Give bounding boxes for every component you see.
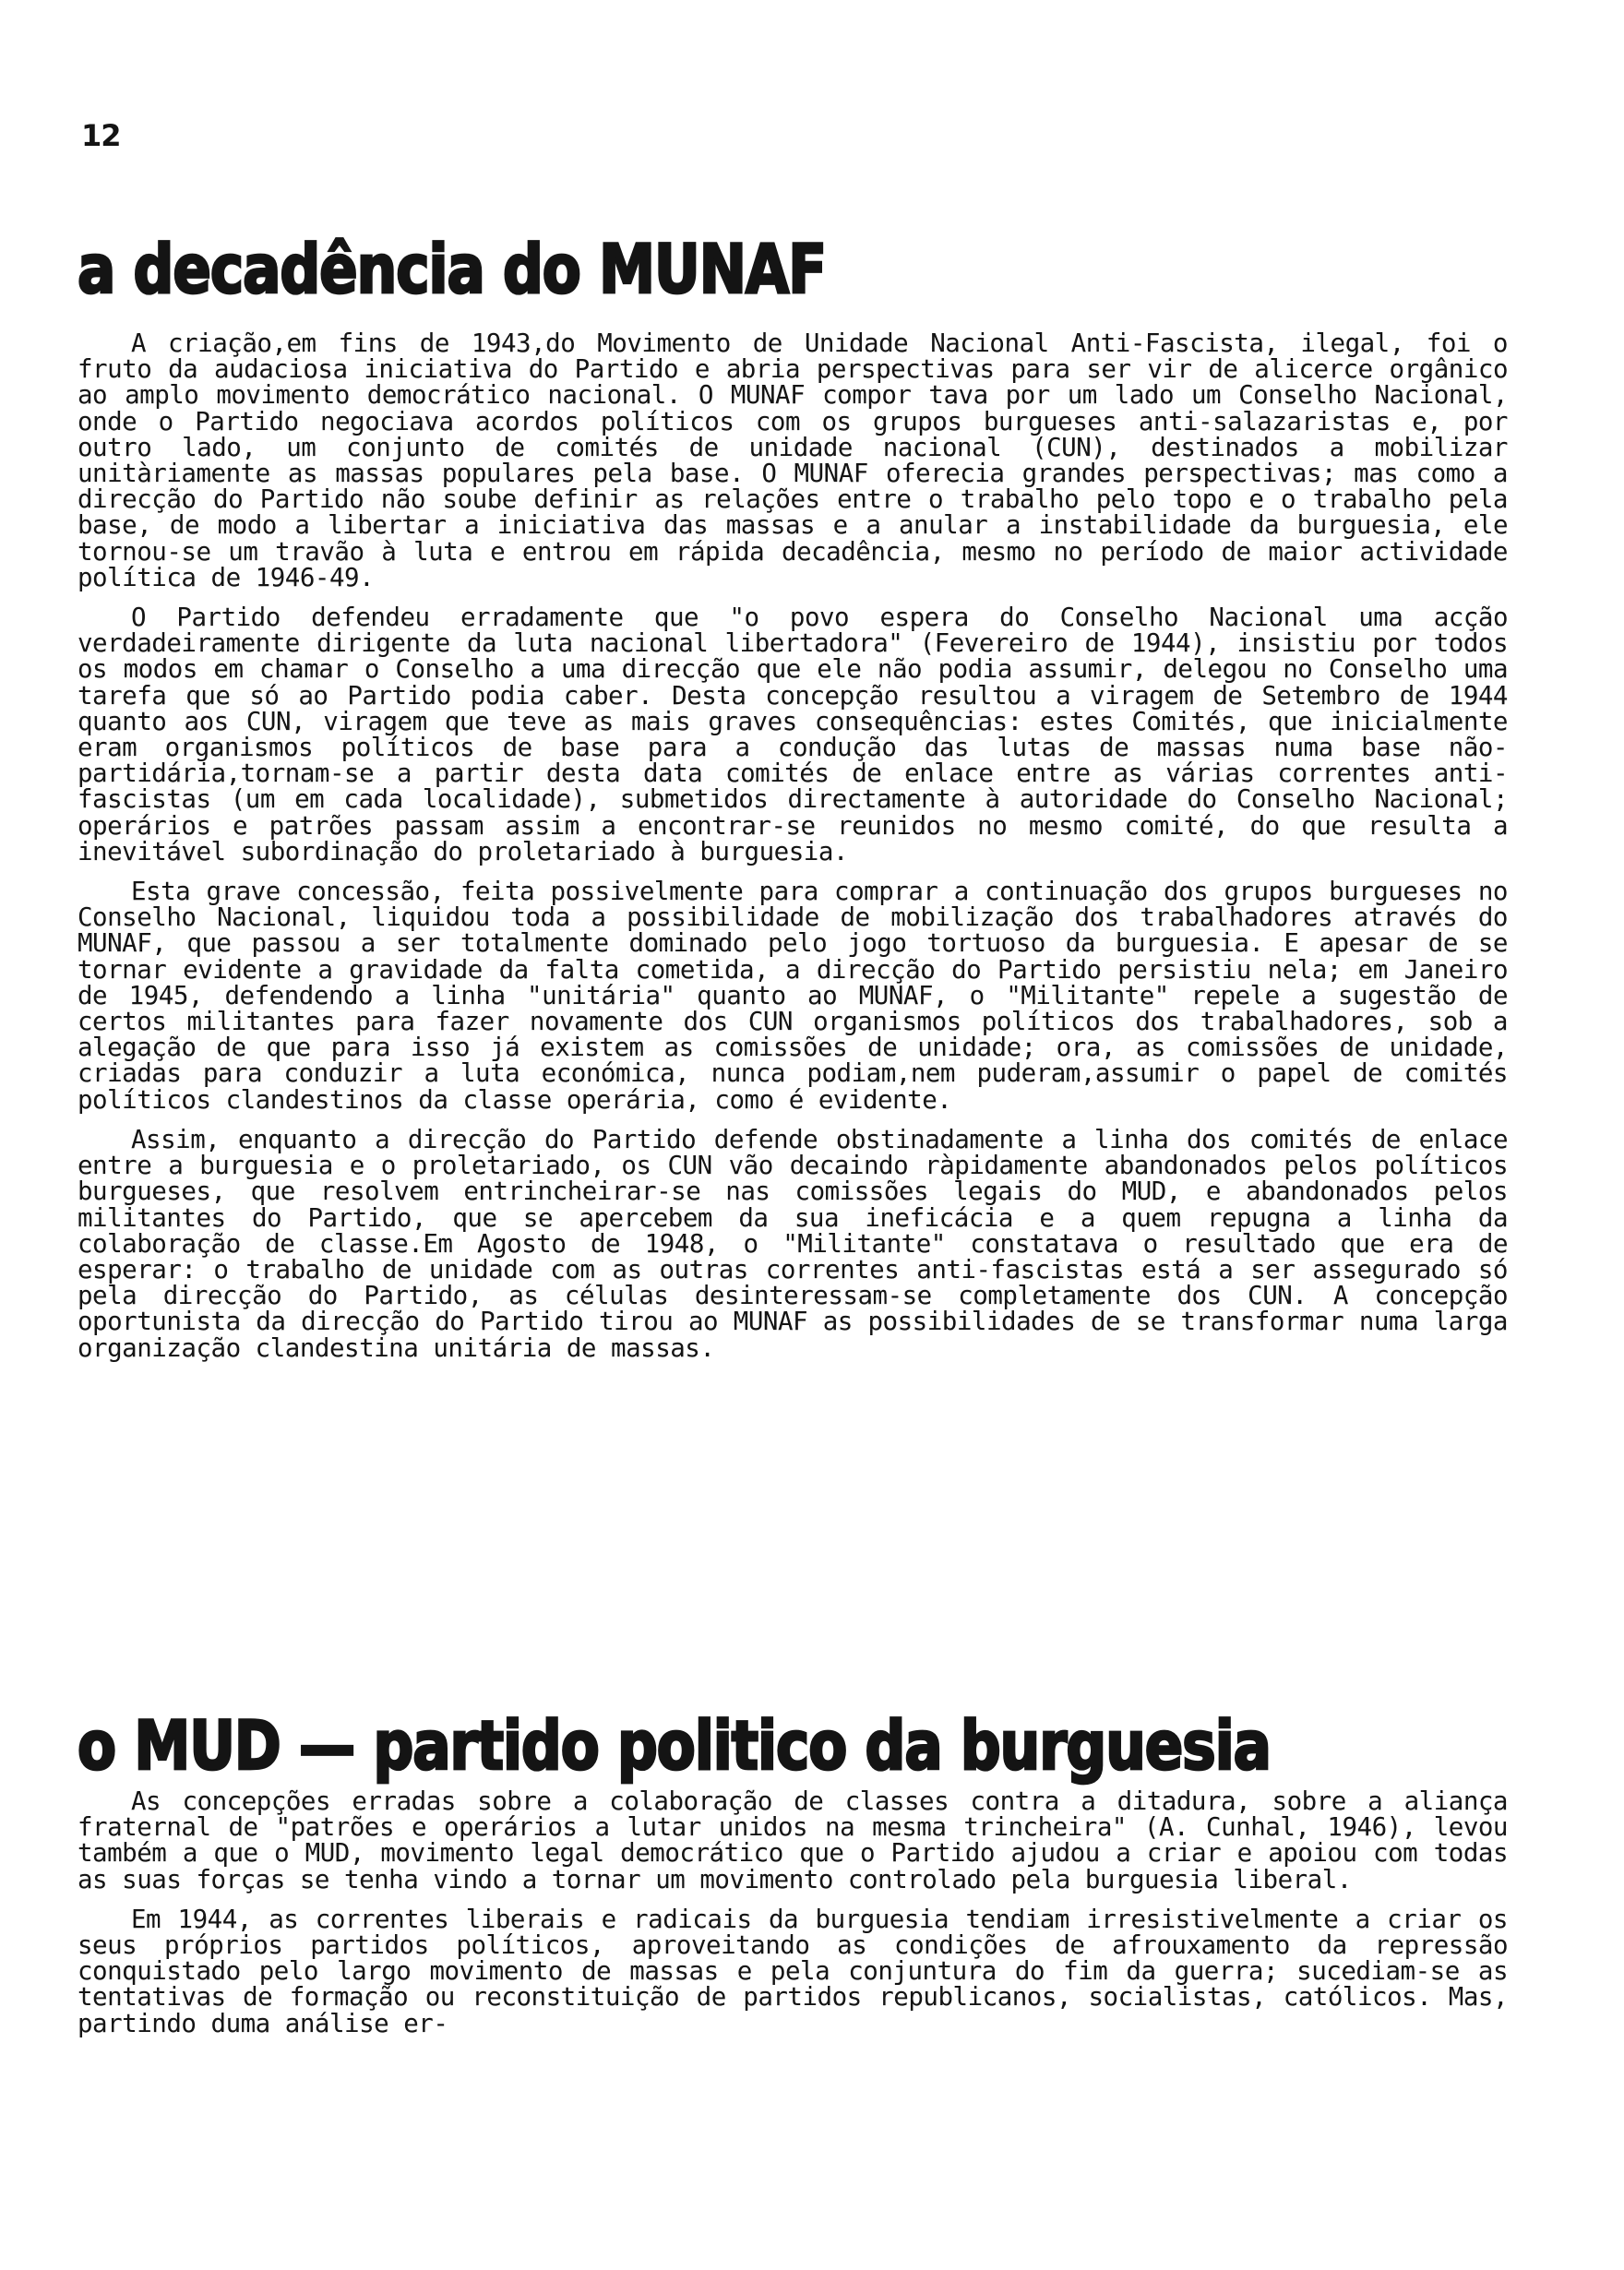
section-heading-mud: o MUD — partido politico da burguesia (78, 1707, 1271, 1786)
section-heading-munaf: a decadência do MUNAF (78, 231, 827, 310)
page-number: 12 (81, 118, 121, 153)
paragraph: Esta grave concessão, feita possivelmente para comprar a continuação dos grupos burgueses no Conselho Nacional, liquidou toda a possibilidade de mobilização dos trabalhadores através do MUNAF, que passou a ser totalmente dominado pelo jogo tortuoso da burguesia. E apesar de se tornar evidente a gravidade da falta cometida, a direcção do Partido persistiu nela; em Janeiro de 1945, defendendo a linha "unitária" quanto ao MUNAF, o "Militante" repele a sugestão de certos militantes para fazer novamente dos CUN organismos políticos dos trabalhadores, sob a alegação de que para isso já existem as comissões de unidade; ora, as comissões de unidade, criadas para conduzir a luta económica, nunca podiam,nem puderam,assumir o papel de comités políticos clandestinos da classe operária, como é evidente. (78, 877, 1508, 1115)
section-body-munaf (78, 330, 1508, 1361)
paragraph: As concepções erradas sobre a colaboração de classes contra a ditadura, sobre a aliança fraternal de "patrões e operários a lutar unidos na mesma trincheira" (A. Cunhal, 1946), levou também a que o MUD, movimento legal democrático que o Partido ajudou a criar e apoiou com todas as suas forças se tenha vindo a tornar um movimento controlado pela burguesia liberal. (78, 1786, 1508, 1894)
paragraph: A criação,em fins de 1943,do Movimento de Unidade Nacional Anti-Fascista, ilegal, foi o fruto da audaciosa iniciativa do Partido e abria perspectivas para ser vir de alicerce orgânico ao amplo movimento democrático nacional. O MUNAF compor tava por um lado um Conselho Nacional, onde o Partido negociava acordos políticos com os grupos burgueses anti-salazaristas e, por outro lado, um conjunto de comités de unidade nacional (CUN), destinados a mobilizar unitàriamente as massas populares pela base. O MUNAF oferecia grandes perspectivas; mas como a direcção do Partido não soube definir as relações entre o trabalho pelo topo e o trabalho pela base, de modo a libertar a iniciativa das massas e a anular a instabilidade da burguesia, ele tornou-se um travão à luta e entrou em rápida decadência, mesmo no período de maior actividade política de 1946-49. (78, 329, 1508, 592)
section-body-mud (78, 1788, 1508, 2037)
paragraph: O Partido defendeu erradamente que "o povo espera do Conselho Nacional uma acção verdadeiramente dirigente da luta nacional libertadora" (Fevereiro de 1944), insistiu por todos os modos em chamar o Conselho a uma direcção que ele não podia assumir, delegou no Conselho uma tarefa que só ao Partido podia caber. Desta concepção resultou a viragem de Setembro de 1944 quanto aos CUN, viragem que teve as mais graves consequências: estes Comités, que inicialmente eram organismos políticos de base para a condução das lutas de massas numa base não-partidária,tornam-se a partir desta data comités de enlace entre as várias correntes anti-fascistas (um em cada localidade), submetidos directamente à autoridade do Conselho Nacional; operários e patrões passam assim a encontrar-se reunidos no mesmo comité, do que resulta a inevitável subordinação do proletariado à burguesia. (78, 603, 1508, 866)
paragraph: Assim, enquanto a direcção do Partido defende obstinadamente a linha dos comités de enlace entre a burguesia e o proletariado, os CUN vão decaindo ràpidamente abandonados pelos políticos burgueses, que resolvem entrincheirar-se nas comissões legais do MUD, e abandonados pelos militantes do Partido, que se apercebem da sua ineficácia e a quem repugna a linha da colaboração de classe.Em Agosto de 1948, o "Militante" constatava o resultado que era de esperar: o trabalho de unidade com as outras correntes anti-fascistas está a ser assegurado só pela direcção do Partido, as células desinteressam-se completamente dos CUN. A concepção oportunista da direcção do Partido tirou ao MUNAF as possibilidades de se transformar numa larga organização clandestina unitária de massas. (78, 1124, 1508, 1363)
paragraph: Em 1944, as correntes liberais e radicais da burguesia tendiam irresistivelmente a criar os seus próprios partidos políticos, aproveitando as condições de afrouxamento da repressão conquistado pelo largo movimento de massas e pela conjuntura do fim da guerra; sucediam-se as tentativas de formação ou reconstituição de partidos republicanos, socialistas, católicos. Mas, partindo duma análise er- (78, 1904, 1508, 2038)
